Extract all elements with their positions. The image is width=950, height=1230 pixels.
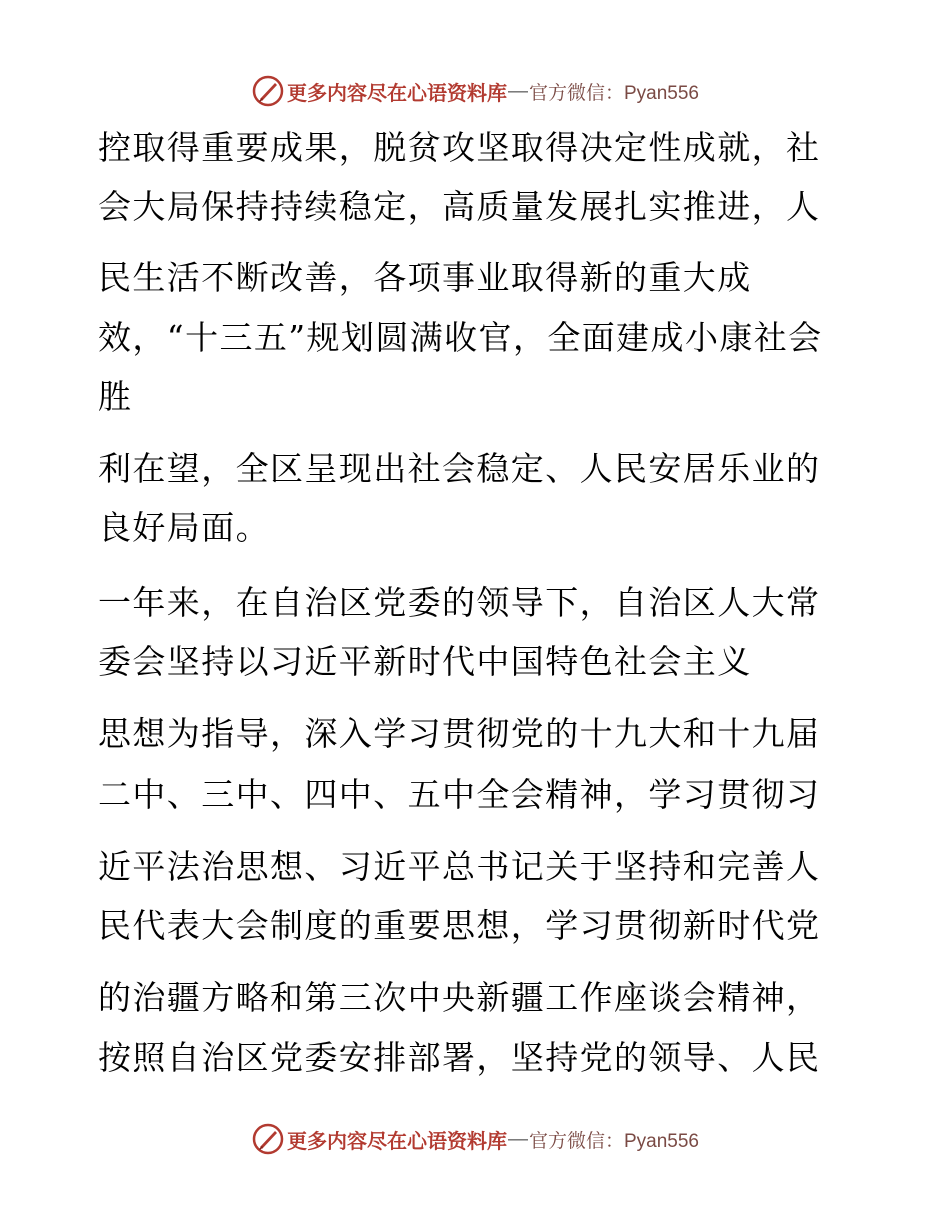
body-line: 效，“十三五”规划圆满收官，全面建成小康社会	[98, 318, 823, 357]
body-line: 二中、三中、四中、五中全会精神，学习贯彻习	[98, 775, 821, 814]
body-line: 近平法治思想、习近平总书记关于坚持和完善人	[98, 847, 821, 886]
body-line: 民生活不断改善，各项事业取得新的重大成	[98, 258, 752, 297]
body-line: 利在望，全区呈现出社会稳定、人民安居乐业的	[98, 449, 821, 488]
body-line: 委会坚持以习近平新时代中国特色社会主义	[98, 642, 752, 681]
watermark-header	[0, 71, 950, 111]
watermark-dash: —	[507, 79, 528, 102]
watermark-footer	[0, 1119, 950, 1159]
watermark-dash: —	[507, 1127, 528, 1150]
body-line: 胜	[98, 377, 133, 416]
body-line: 按照自治区党委安排部署，坚持党的领导、人民	[98, 1038, 821, 1077]
body-line: 民代表大会制度的重要思想，学习贯彻新时代党	[98, 906, 821, 945]
body-line: 良好局面。	[98, 508, 270, 547]
quill-logo-icon	[251, 74, 285, 108]
watermark-contact-text: 官方微信：Pyan556	[528, 1130, 699, 1152]
body-line: 一年来，在自治区党委的领导下，自治区人大常	[98, 583, 821, 622]
watermark-brand-text: 更多内容尽在心语资料库	[286, 1128, 507, 1153]
quill-logo-icon	[251, 1122, 285, 1156]
body-line: 会大局保持持续稳定，高质量发展扎实推进，人	[98, 187, 821, 226]
watermark-brand-text: 更多内容尽在心语资料库	[286, 80, 507, 105]
watermark-contact-text: 官方微信：Pyan556	[528, 82, 699, 104]
body-line: 的治疆方略和第三次中央新疆工作座谈会精神，	[98, 978, 821, 1017]
body-line: 思想为指导，深入学习贯彻党的十九大和十九届	[98, 714, 821, 753]
body-line: 控取得重要成果，脱贫攻坚取得决定性成就，社	[98, 128, 821, 167]
